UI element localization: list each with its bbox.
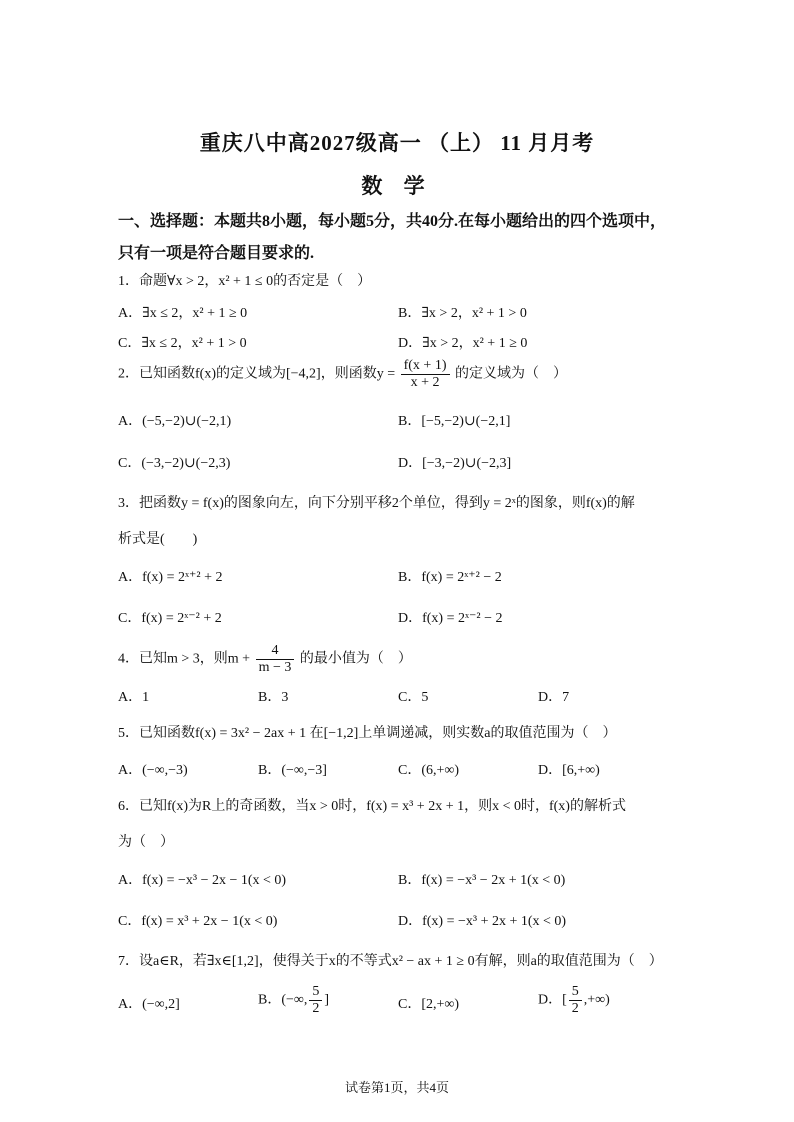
q2-fraction-numerator: f(x + 1) <box>401 358 450 375</box>
q1-option-b: B．∃x > 2，x² + 1 > 0 <box>398 306 527 321</box>
q7-option-d <box>538 984 610 1017</box>
q1-stem: 1．命题∀x > 2，x² + 1 ≤ 0的否定是（ ） <box>118 274 372 289</box>
q6-option-d: D．f(x) = −x³ + 2x + 1(x < 0) <box>398 914 567 929</box>
q1-option-d: D．∃x > 2，x² + 1 ≥ 0 <box>398 336 528 351</box>
q5-option-d: D．[6,+∞) <box>538 763 600 778</box>
q4-option-a: A．1 <box>118 690 150 705</box>
q5-option-c: C．(6,+∞) <box>398 763 460 778</box>
q7-option-a: A．(−∞,2] <box>118 997 180 1012</box>
q2-option-d: D．[−3,−2)∪(−2,3] <box>398 456 512 471</box>
q2-option-b: B．[−5,−2)∪(−2,1] <box>398 414 511 429</box>
q2-option-a: A．(−5,−2)∪(−2,1) <box>118 414 232 429</box>
q5-option-a: A．(−∞,−3) <box>118 763 188 778</box>
q2-stem-post: 的定义域为（ ） <box>455 366 567 382</box>
q7-option-b-numerator: 5 <box>309 984 322 1001</box>
q7-option-b-denominator: 2 <box>312 1001 320 1016</box>
q7-option-b-fraction <box>309 984 322 1017</box>
q5-stem: 5．已知函数f(x) = 3x² − 2ax + 1 在[−1,2]上单调递减，则实数a的取值范围为（ ） <box>118 726 617 741</box>
q3-option-d: D．f(x) = 2ˣ⁻² − 2 <box>398 611 503 626</box>
q7-option-b <box>258 984 329 1017</box>
q6-option-b: B．f(x) = −x³ − 2x + 1(x < 0) <box>398 873 566 888</box>
q7-option-d-numerator: 5 <box>569 984 582 1001</box>
q7-option-d-denominator: 2 <box>571 1001 579 1016</box>
q3-option-a: A．f(x) = 2ˣ⁺² + 2 <box>118 570 223 585</box>
q4-fraction-numerator: 4 <box>256 643 295 660</box>
q4-option-c: C．5 <box>398 690 429 705</box>
q7-option-d-post: ,+∞) <box>583 992 610 1008</box>
q2-stem-pre: 2．已知函数f(x)的定义域为[−4,2]，则函数y = <box>118 366 396 382</box>
q4-stem <box>118 643 412 676</box>
q4-fraction <box>256 643 295 676</box>
q7-option-d-fraction <box>569 984 582 1017</box>
section-heading-line1: 一、选择题：本题共8小题，每小题5分，共40分.在每小题给出的四个选项中， <box>118 213 667 230</box>
q7-option-b-pre: B．(−∞, <box>258 992 308 1008</box>
q2-fraction <box>401 358 450 391</box>
q6-option-c: C．f(x) = x³ + 2x − 1(x < 0) <box>118 914 278 929</box>
q7-option-b-post: ] <box>324 992 330 1008</box>
q7-option-d-pre: D．[ <box>538 992 567 1008</box>
q4-stem-post: 的最小值为（ ） <box>299 651 412 667</box>
q6-stem-line1: 6．已知f(x)为R上的奇函数，当x > 0时，f(x) = x³ + 2x + 1，则x < 0时，f(x)的解析式 <box>118 799 626 814</box>
q2-fraction-denominator: x + 2 <box>410 375 440 390</box>
page-footer: 试卷第1页，共4页 <box>344 1080 449 1095</box>
section-heading-line2: 只有一项是符合题目要求的. <box>118 245 315 262</box>
q5-option-b: B．(−∞,−3] <box>258 763 327 778</box>
q4-stem-pre: 4．已知m > 3，则m + <box>118 651 251 667</box>
subject-title: 数 学 <box>361 174 433 198</box>
q6-stem-line2: 为（ ） <box>118 835 174 850</box>
q3-stem-line1: 3．把函数y = f(x)的图象向左，向下分别平移2个单位，得到y = 2ˣ的图象，则f(x)的解 <box>118 496 635 511</box>
q2-stem <box>118 358 567 391</box>
q3-option-c: C．f(x) = 2ˣ⁻² + 2 <box>118 611 222 626</box>
q3-option-b: B．f(x) = 2ˣ⁺² − 2 <box>398 570 502 585</box>
q4-fraction-denominator: m − 3 <box>258 660 292 675</box>
q4-option-b: B．3 <box>258 690 289 705</box>
exam-title: 重庆八中高2027级高一 （上） 11 月月考 <box>199 131 595 155</box>
q2-option-c: C．(−3,−2)∪(−2,3) <box>118 456 231 471</box>
q7-stem: 7．设a∈R，若∃x∈[1,2]，使得关于x的不等式x² − ax + 1 ≥ 0有解，则a的取值范围为（ ） <box>118 954 663 969</box>
q7-option-c: C．[2,+∞) <box>398 997 460 1012</box>
q6-option-a: A．f(x) = −x³ − 2x − 1(x < 0) <box>118 873 287 888</box>
q1-option-c: C．∃x ≤ 2，x² + 1 > 0 <box>118 336 247 351</box>
q4-option-d: D．7 <box>538 690 570 705</box>
q1-option-a: A．∃x ≤ 2，x² + 1 ≥ 0 <box>118 306 248 321</box>
q3-stem-line2: 析式是( ) <box>118 532 198 547</box>
